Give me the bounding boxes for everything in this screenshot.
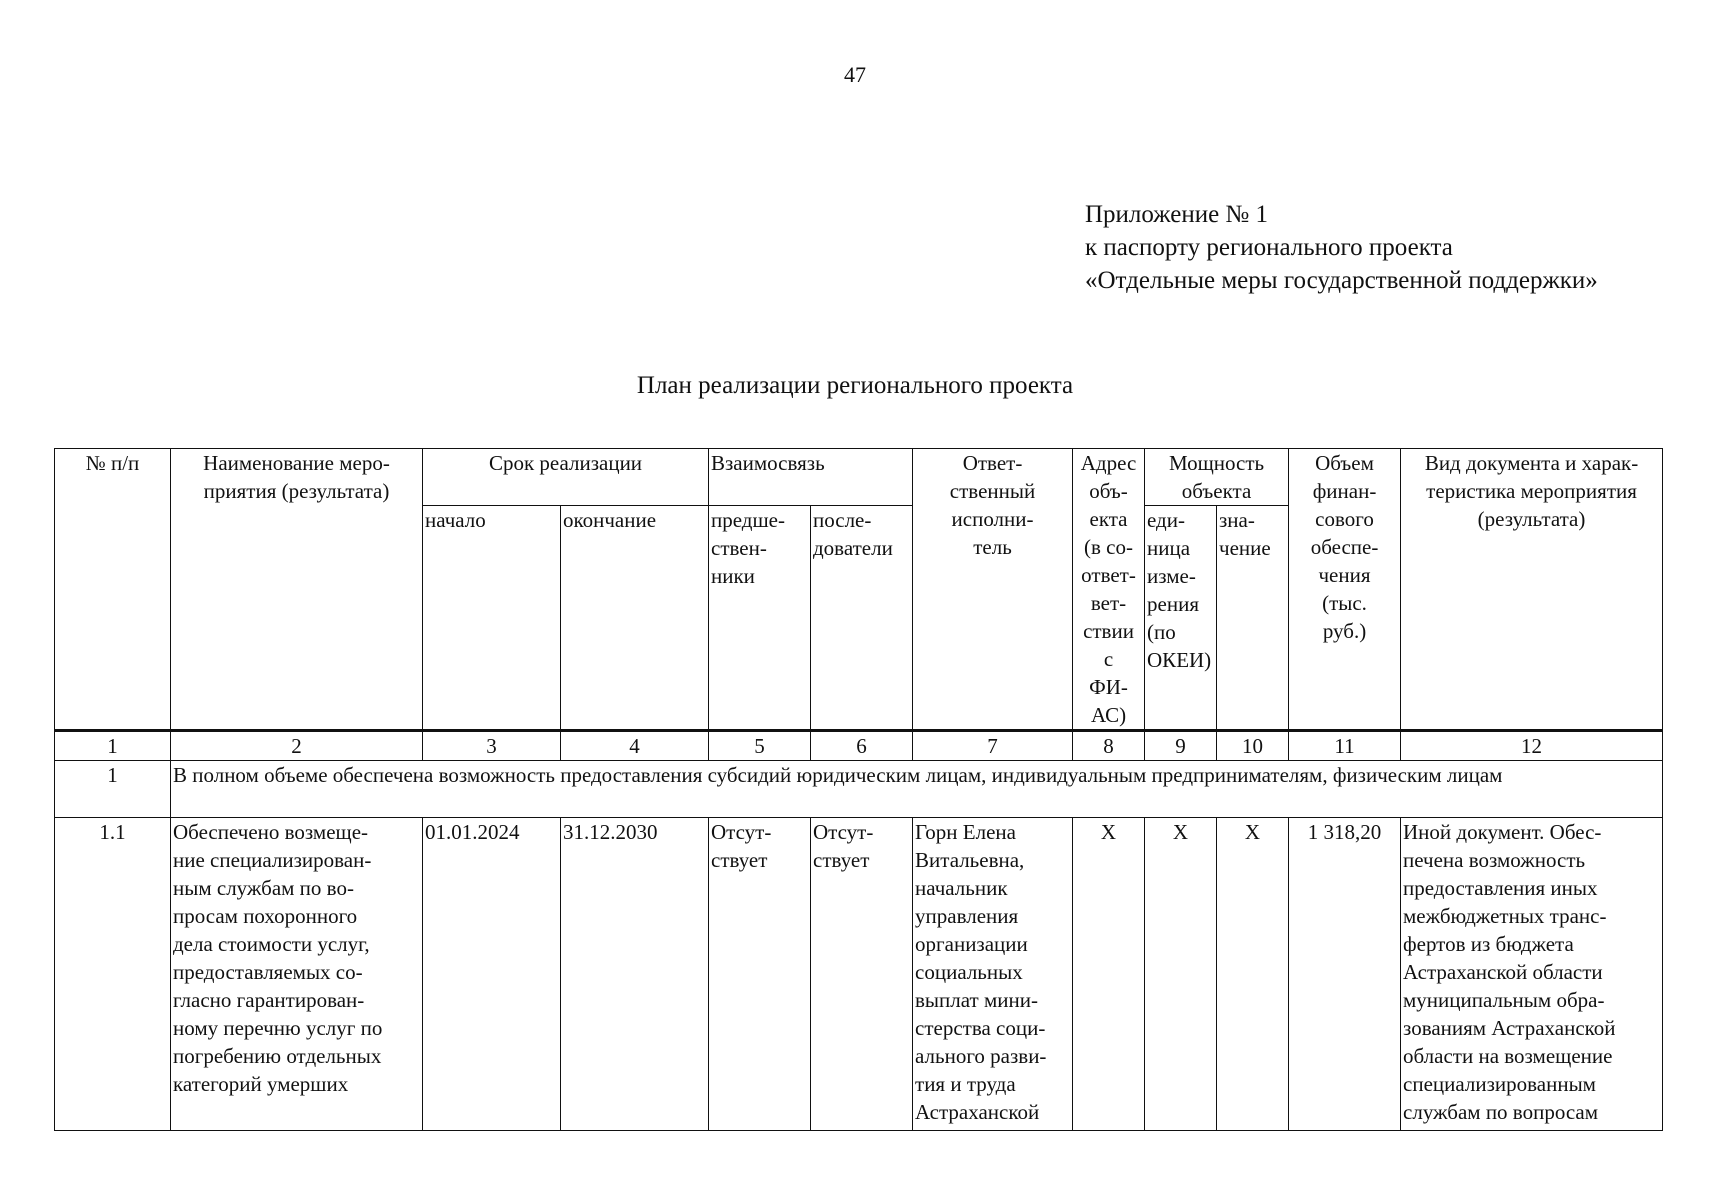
header-address: Адрес объ- екта (в со- ответ- вет- ствии с ФИ- АС) — [1073, 449, 1145, 731]
appendix-header — [1085, 198, 1598, 297]
header-predecessors: предше- ствен- ники — [709, 506, 811, 731]
page-number: 47 — [844, 62, 866, 87]
row-name: Обеспечено возмеще- ние специализирован- ным службам по во- просам похоронного дела стоимости услуг, предоставляемых со- гласно гарантирован- ному перечню услуг по погребению отдельных категорий умерших — [171, 818, 423, 1131]
appendix-line-2: к паспорту регионального проекта — [1085, 234, 1453, 261]
column-number: 6 — [811, 731, 913, 761]
row-end: 31.12.2030 — [561, 818, 709, 1131]
header-successors: после- дователи — [811, 506, 913, 731]
row-predecessors: Отсут- ствует — [709, 818, 811, 1131]
header-start: начало — [423, 506, 561, 731]
column-number: 7 — [913, 731, 1073, 761]
row-num: 1.1 — [55, 818, 171, 1131]
row-value: Х — [1217, 818, 1289, 1131]
header-relation: Взаимосвязь — [709, 449, 913, 506]
row-responsible: Горн Елена Витальевна, начальник управления организации социальных выплат мини- стерства соци- ального разви- тия и труда Астраханской — [913, 818, 1073, 1131]
column-number: 10 — [1217, 731, 1289, 761]
row-start: 01.01.2024 — [423, 818, 561, 1131]
column-number: 8 — [1073, 731, 1145, 761]
section-text: В полном объеме обеспечена возможность предоставления субсидий юридическим лицам, индивидуальным предпринимателям, физическим лицам — [171, 761, 1663, 818]
row-address: Х — [1073, 818, 1145, 1131]
header-value: зна- чение — [1217, 506, 1289, 731]
header-responsible: Ответ- ственный исполни- тель — [913, 449, 1073, 731]
column-number: 11 — [1289, 731, 1401, 761]
section-row — [55, 761, 1663, 818]
header-num: № п/п — [55, 449, 171, 731]
column-number: 2 — [171, 731, 423, 761]
table-row — [55, 818, 1663, 1131]
header-capacity: Мощность объекта — [1145, 449, 1289, 506]
appendix-line-1: Приложение № 1 — [1085, 201, 1269, 228]
column-number: 5 — [709, 731, 811, 761]
section-num: 1 — [55, 761, 171, 818]
row-successors: Отсут- ствует — [811, 818, 913, 1131]
header-name: Наименование меро- приятия (результата) — [171, 449, 423, 731]
plan-title: План реализации регионального проекта — [636, 372, 1074, 399]
row-unit: Х — [1145, 818, 1217, 1131]
column-number: 4 — [561, 731, 709, 761]
column-number: 9 — [1145, 731, 1217, 761]
appendix-line-3: «Отдельные меры государственной поддержки» — [1085, 267, 1598, 294]
column-number: 1 — [55, 731, 171, 761]
header-period: Срок реализации — [423, 449, 709, 506]
row-finance: 1 318,20 — [1289, 818, 1401, 1131]
column-number: 12 — [1401, 731, 1663, 761]
row-doc: Иной документ. Обес- печена возможность предоставления иных межбюджетных транс- фертов из бюджета Астраханской области муниципальным обра- зованиям Астраханской области на возмещение специализированным службам по вопросам — [1401, 818, 1663, 1131]
header-row-1 — [55, 449, 1663, 506]
column-number-row — [55, 731, 1663, 761]
header-end: окончание — [561, 506, 709, 731]
plan-table — [54, 448, 1663, 1131]
header-unit: еди- ница изме- рения (по ОКЕИ) — [1145, 506, 1217, 731]
header-doc: Вид документа и харак- теристика мероприятия (результата) — [1401, 449, 1663, 731]
header-finance: Объем финан- сового обеспе- чения (тыс. руб.) — [1289, 449, 1401, 731]
column-number: 3 — [423, 731, 561, 761]
